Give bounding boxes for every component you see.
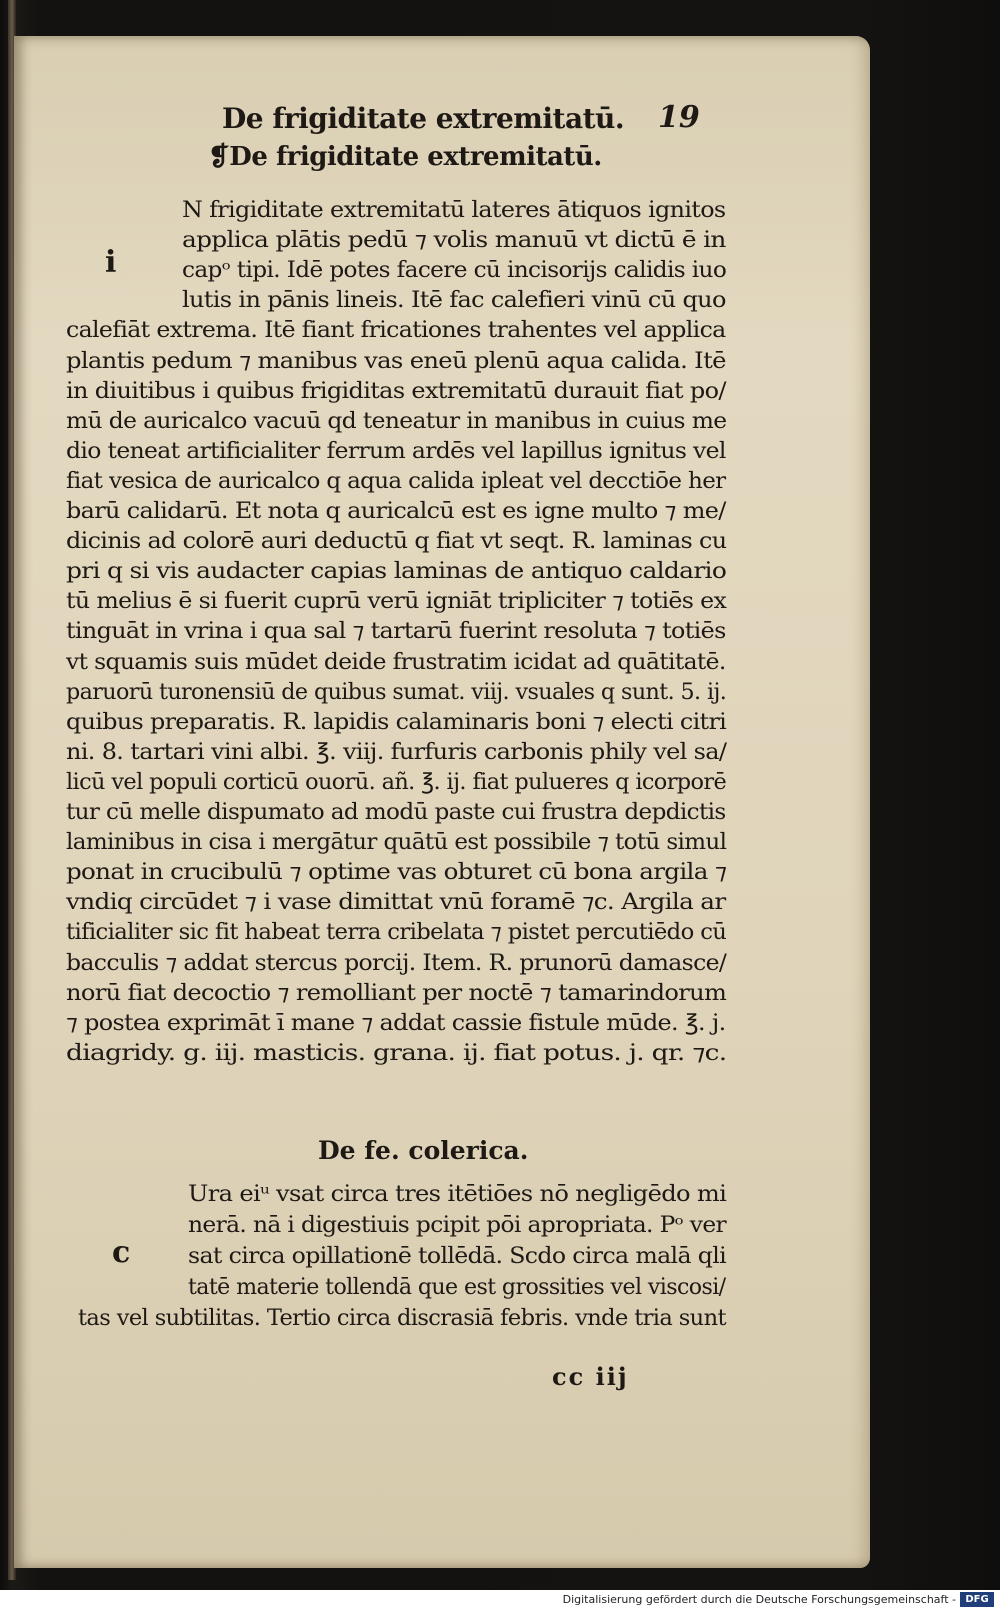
text-line: ni. 8. tartari vini albi. ℥. viij. furfuris carbonis phily vel sa/ xyxy=(66,739,727,765)
text-line: norū fiat decoctio ⁊ remolliant per noctē ⁊ tamarindorum xyxy=(66,980,727,1006)
catchword-signature: cc iij xyxy=(552,1362,629,1391)
text-line: nerā. nā i digestiuis pcipit pōi apropriata. Pᵒ ver xyxy=(188,1213,727,1238)
text-line: tificialiter sic fit habeat terra cribelata ⁊ pistet percutiēdo cū xyxy=(66,920,727,946)
text-line: in diuitibus i quibus frigiditas extremitatū durauit fiat po/ xyxy=(66,378,726,404)
text-line: fiat vesica de auricalco q aqua calida ipleat vel decctiōe her xyxy=(66,468,726,494)
text-line: sat circa opillationē tollēdā. Scdo circa malā qli xyxy=(188,1244,727,1269)
drop-initial-guide: i xyxy=(105,245,117,280)
text-line: tas vel subtilitas. Tertio circa discrasiā febris. vnde tria sunt xyxy=(78,1306,726,1331)
text-line: calefiāt extrema. Itē fiant fricationes trahentes vel applica xyxy=(66,318,726,344)
folio-number: 19 xyxy=(658,100,700,135)
text-line: bacculis ⁊ addat stercus porcij. Item. R. prunorū damasce/ xyxy=(66,950,727,976)
text-line: paruorū turonensiū de quibus sumat. viij. vsuales q sunt. 5. ij. xyxy=(66,679,727,705)
dfg-logo-icon: DFG xyxy=(960,1592,994,1607)
section-title: De fe. colerica. xyxy=(318,1136,529,1165)
text-line: laminibus in cisa i mergātur quātū est possibile ⁊ totū simul xyxy=(66,830,727,856)
pilcrow-icon: ❡ xyxy=(208,142,230,172)
text-line: N frigiditate extremitatū lateres ātiquos ignitos xyxy=(182,198,726,223)
text-line: tur cū melle dispumato ad modū paste cui frustra depdictis xyxy=(66,800,726,825)
text-line: diagridy. g. iij. masticis. grana. ij. fiat potus. j. qr. ⁊c. xyxy=(66,1040,727,1066)
running-head: De frigiditate extremitatū. xyxy=(222,102,625,135)
text-line: lutis in pānis lineis. Itē fac calefieri vinū cū quo xyxy=(182,288,726,314)
section-title-text: De frigiditate extremitatū. xyxy=(229,142,602,172)
text-line: applica plātis pedū ⁊ volis manuū vt dictū ē in xyxy=(182,228,726,254)
text-line: barū calidarū. Et nota q auricalcū est es igne multo ⁊ me/ xyxy=(66,499,726,524)
text-line: capᵒ tipi. Idē potes facere cū incisorijs calidis iuo xyxy=(182,258,727,284)
section-title xyxy=(208,142,602,172)
text-line: vt squamis suis mūdet deide frustratim icidat ad quātitatē. xyxy=(66,649,726,675)
text-line: vndiq circūdet ⁊ i vase dimittat vnū foramē ⁊c. Argila ar xyxy=(66,890,726,916)
text-line: plantis pedum ⁊ manibus vas eneū plenū aqua calida. Itē xyxy=(66,348,726,374)
text-line: tatē materie tollendā que est grossities vel viscosi/ xyxy=(188,1275,726,1300)
text-line: dicinis ad colorē auri deductū q fiat vt seqt. R. laminas cu xyxy=(66,529,727,555)
text-line: pri q si vis audacter capias laminas de antiquo caldario xyxy=(66,559,727,585)
text-line: licū vel populi corticū ouorū. añ. ℥. ij. fiat pulueres q icorporē xyxy=(66,769,727,795)
text-line: quibus preparatis. R. lapidis calaminaris boni ⁊ electi citri xyxy=(66,709,727,735)
text-line: Ura eiᵘ vsat circa tres itētiōes nō negligēdo mi xyxy=(188,1182,727,1207)
text-line: ponat in crucibulū ⁊ optime vas obturet cū bona argila ⁊ xyxy=(66,860,727,886)
drop-initial-guide: c xyxy=(112,1235,131,1270)
footer-credit: Digitalisierung gefördert durch die Deutsche Forschungsgemeinschaft - xyxy=(562,1593,956,1606)
text-line: mū de auricalco vacuū qd teneatur in manibus in cuius me xyxy=(66,408,727,434)
text-line: dio teneat artificialiter ferrum ardēs vel lapillus ignitus vel xyxy=(66,438,726,464)
text-line: ⁊ postea exprimāt ī mane ⁊ addat cassie fistule mūde. ℥. j. xyxy=(66,1010,726,1036)
text-line: tinguāt in vrina i qua sal ⁊ tartarū fuerint resoluta ⁊ totiēs xyxy=(66,619,726,645)
text-line: tū melius ē si fuerit cuprū verū igniāt tripliciter ⁊ totiēs ex xyxy=(66,589,727,615)
